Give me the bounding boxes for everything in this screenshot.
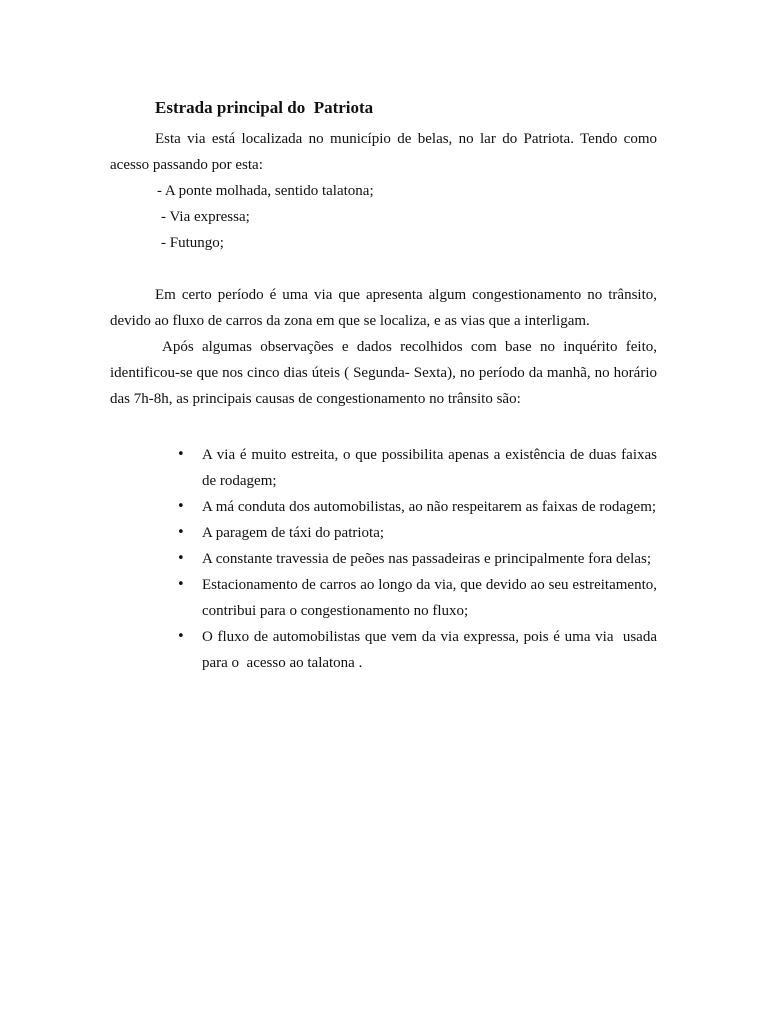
intro-paragraph: Esta via está localizada no município de belas, no lar do Patriota. Tendo como acesso passando por esta: xyxy=(110,131,657,173)
blank-line xyxy=(110,256,657,282)
cause-text: A paragem de táxi do patriota; xyxy=(202,525,385,541)
document-title: Estrada principal do Patriota xyxy=(155,98,374,117)
list-item xyxy=(110,546,657,572)
cause-text: A via é muito estreita, o que possibilita apenas a existência de duas faixas de rodagem; xyxy=(202,447,661,489)
access-item: - Via expressa; xyxy=(161,209,250,225)
bullet-icon: • xyxy=(177,629,185,644)
blank-line xyxy=(110,412,657,442)
bullet-icon: • xyxy=(177,577,185,592)
bullet-icon: • xyxy=(177,447,185,462)
list-item xyxy=(110,624,661,676)
causes-list xyxy=(110,442,661,676)
document-body xyxy=(110,96,661,676)
congestion-paragraph: Em certo período é uma via que apresenta algum congestionamento no trânsito, devido ao fluxo de carros da zona em que se localiza, e as vias que a interligam. xyxy=(110,287,657,329)
cause-text: A constante travessia de peões nas passadeiras e principalmente fora delas; xyxy=(202,551,651,567)
list-item xyxy=(110,442,661,494)
bullet-icon: • xyxy=(177,525,185,540)
observations-paragraph: Após algumas observações e dados recolhidos com base no inquérito feito, identificou-se que nos cinco dias úteis ( Segunda- Sexta), no período da manhã, no horário das 7h-8h, as principais causas de congestionamento no trânsito são: xyxy=(110,339,657,407)
access-list xyxy=(110,178,657,256)
bullet-icon: • xyxy=(177,551,185,566)
cause-text: Estacionamento de carros ao longo da via, que devido ao seu estreitamento, contribui para o congestionamento no fluxo; xyxy=(202,577,661,619)
bullet-icon: • xyxy=(177,499,185,514)
cause-text: A má conduta dos automobilistas, ao não respeitarem as faixas de rodagem; xyxy=(202,499,657,515)
access-item: - Futungo; xyxy=(161,235,224,251)
list-item xyxy=(110,494,657,520)
list-item xyxy=(110,572,661,624)
list-item xyxy=(110,520,657,546)
access-item: - A ponte molhada, sentido talatona; xyxy=(157,183,374,199)
cause-text: O fluxo de automobilistas que vem da via expressa, pois é uma via usada para o acesso ao talatona . xyxy=(202,629,661,671)
